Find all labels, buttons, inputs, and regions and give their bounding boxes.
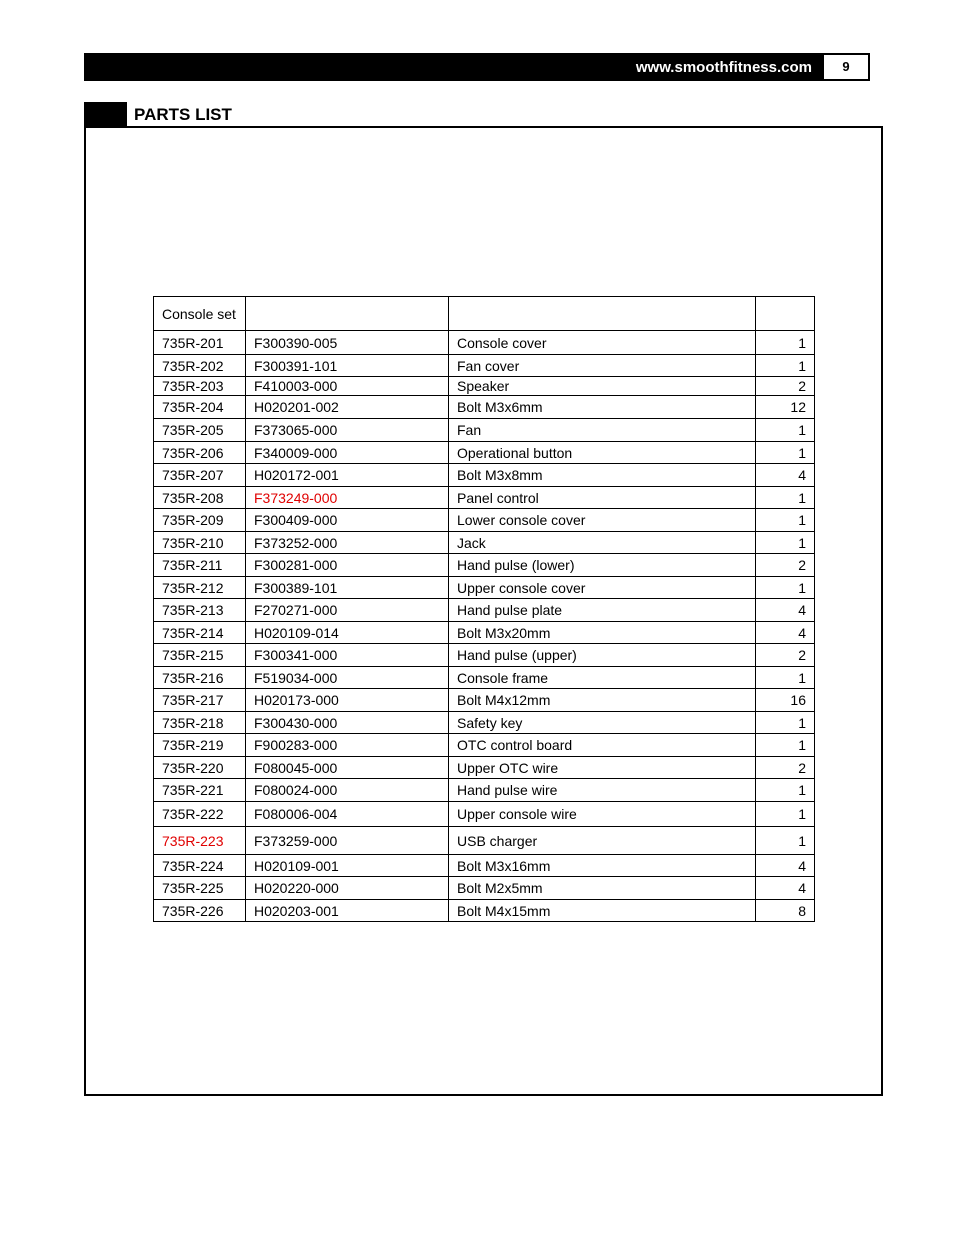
table-row bbox=[154, 599, 815, 622]
table-row bbox=[154, 802, 815, 827]
cell-ref: 735R-212 bbox=[154, 577, 246, 599]
cell-ref: 735R-205 bbox=[154, 419, 246, 442]
cell-part: H020172-001 bbox=[246, 464, 449, 487]
cell-qty: 1 bbox=[756, 734, 815, 757]
cell-part: F080006-004 bbox=[246, 802, 449, 827]
cell-qty: 12 bbox=[756, 396, 815, 419]
cell-part: H020220-000 bbox=[246, 877, 449, 900]
page-number: 9 bbox=[822, 55, 868, 79]
cell-part: F373252-000 bbox=[246, 532, 449, 554]
cell-qty: 2 bbox=[756, 554, 815, 577]
table-row bbox=[154, 622, 815, 644]
cell-ref: 735R-225 bbox=[154, 877, 246, 900]
cell-desc: Bolt M4x12mm bbox=[449, 689, 756, 712]
table-header-row bbox=[154, 297, 815, 331]
cell-ref: 735R-209 bbox=[154, 509, 246, 532]
cell-part: H020201-002 bbox=[246, 396, 449, 419]
cell-part: F410003-000 bbox=[246, 377, 449, 396]
cell-qty: 1 bbox=[756, 532, 815, 554]
table-row bbox=[154, 577, 815, 599]
cell-desc: Bolt M3x6mm bbox=[449, 396, 756, 419]
cell-part: F300389-101 bbox=[246, 577, 449, 599]
cell-ref: 735R-204 bbox=[154, 396, 246, 419]
cell-desc: Upper OTC wire bbox=[449, 757, 756, 779]
cell-ref: 735R-219 bbox=[154, 734, 246, 757]
header-cell bbox=[756, 297, 815, 331]
cell-qty: 1 bbox=[756, 509, 815, 532]
cell-qty: 4 bbox=[756, 599, 815, 622]
cell-ref: 735R-216 bbox=[154, 667, 246, 689]
table-row bbox=[154, 554, 815, 577]
cell-ref: 735R-226 bbox=[154, 900, 246, 922]
table-row bbox=[154, 331, 815, 355]
header-cell bbox=[246, 297, 449, 331]
table-row bbox=[154, 487, 815, 509]
cell-qty: 2 bbox=[756, 644, 815, 667]
cell-qty: 4 bbox=[756, 877, 815, 900]
cell-ref: 735R-210 bbox=[154, 532, 246, 554]
cell-part: F340009-000 bbox=[246, 442, 449, 464]
cell-part: F300409-000 bbox=[246, 509, 449, 532]
cell-desc: Hand pulse plate bbox=[449, 599, 756, 622]
cell-ref: 735R-211 bbox=[154, 554, 246, 577]
cell-desc: USB charger bbox=[449, 827, 756, 855]
cell-qty: 1 bbox=[756, 331, 815, 355]
table-row bbox=[154, 877, 815, 900]
cell-ref: 735R-215 bbox=[154, 644, 246, 667]
cell-ref: 735R-206 bbox=[154, 442, 246, 464]
cell-qty: 8 bbox=[756, 900, 815, 922]
table-row bbox=[154, 900, 815, 922]
cell-qty: 1 bbox=[756, 667, 815, 689]
section-title: PARTS LIST bbox=[134, 105, 232, 124]
cell-qty: 1 bbox=[756, 419, 815, 442]
table-row bbox=[154, 377, 815, 396]
section-marker bbox=[84, 102, 127, 126]
cell-part: F519034-000 bbox=[246, 667, 449, 689]
cell-desc: Bolt M2x5mm bbox=[449, 877, 756, 900]
cell-desc: Operational button bbox=[449, 442, 756, 464]
cell-ref: 735R-218 bbox=[154, 712, 246, 734]
cell-ref: 735R-202 bbox=[154, 355, 246, 377]
cell-qty: 1 bbox=[756, 442, 815, 464]
cell-desc: Upper console cover bbox=[449, 577, 756, 599]
cell-part: F373065-000 bbox=[246, 419, 449, 442]
cell-desc: Bolt M3x16mm bbox=[449, 855, 756, 877]
cell-desc: Console cover bbox=[449, 331, 756, 355]
table-row bbox=[154, 779, 815, 802]
cell-desc: OTC control board bbox=[449, 734, 756, 757]
cell-desc: Hand pulse wire bbox=[449, 779, 756, 802]
cell-desc: Hand pulse (lower) bbox=[449, 554, 756, 577]
cell-qty: 1 bbox=[756, 487, 815, 509]
cell-part: F300391-101 bbox=[246, 355, 449, 377]
cell-desc: Console frame bbox=[449, 667, 756, 689]
cell-desc: Jack bbox=[449, 532, 756, 554]
cell-desc: Speaker bbox=[449, 377, 756, 396]
cell-ref: 735R-223 bbox=[154, 827, 246, 855]
cell-part: F270271-000 bbox=[246, 599, 449, 622]
table-row bbox=[154, 355, 815, 377]
cell-qty: 16 bbox=[756, 689, 815, 712]
table-row bbox=[154, 855, 815, 877]
cell-part: F373249-000 bbox=[246, 487, 449, 509]
cell-qty: 1 bbox=[756, 355, 815, 377]
table-row bbox=[154, 532, 815, 554]
cell-part: F080045-000 bbox=[246, 757, 449, 779]
table-row bbox=[154, 509, 815, 532]
cell-ref: 735R-207 bbox=[154, 464, 246, 487]
table-row bbox=[154, 689, 815, 712]
cell-ref: 735R-203 bbox=[154, 377, 246, 396]
cell-desc: Fan cover bbox=[449, 355, 756, 377]
cell-desc: Bolt M3x8mm bbox=[449, 464, 756, 487]
cell-part: H020203-001 bbox=[246, 900, 449, 922]
table-row bbox=[154, 827, 815, 855]
cell-qty: 1 bbox=[756, 577, 815, 599]
table-row bbox=[154, 442, 815, 464]
cell-qty: 4 bbox=[756, 464, 815, 487]
cell-desc: Fan bbox=[449, 419, 756, 442]
cell-ref: 735R-213 bbox=[154, 599, 246, 622]
header-cell bbox=[449, 297, 756, 331]
cell-desc: Panel control bbox=[449, 487, 756, 509]
cell-desc: Bolt M4x15mm bbox=[449, 900, 756, 922]
cell-qty: 4 bbox=[756, 855, 815, 877]
table-row bbox=[154, 757, 815, 779]
header-bar bbox=[84, 53, 870, 81]
cell-qty: 1 bbox=[756, 802, 815, 827]
cell-part: F300390-005 bbox=[246, 331, 449, 355]
cell-part: F300341-000 bbox=[246, 644, 449, 667]
cell-ref: 735R-217 bbox=[154, 689, 246, 712]
cell-part: F373259-000 bbox=[246, 827, 449, 855]
cell-ref: 735R-220 bbox=[154, 757, 246, 779]
cell-desc: Safety key bbox=[449, 712, 756, 734]
cell-qty: 1 bbox=[756, 712, 815, 734]
cell-desc: Lower console cover bbox=[449, 509, 756, 532]
cell-desc: Bolt M3x20mm bbox=[449, 622, 756, 644]
cell-qty: 2 bbox=[756, 377, 815, 396]
cell-ref: 735R-221 bbox=[154, 779, 246, 802]
table-row bbox=[154, 419, 815, 442]
table-row bbox=[154, 464, 815, 487]
cell-ref: 735R-201 bbox=[154, 331, 246, 355]
cell-part: H020173-000 bbox=[246, 689, 449, 712]
cell-qty: 1 bbox=[756, 827, 815, 855]
cell-desc: Hand pulse (upper) bbox=[449, 644, 756, 667]
cell-ref: 735R-208 bbox=[154, 487, 246, 509]
cell-desc: Upper console wire bbox=[449, 802, 756, 827]
cell-part: F080024-000 bbox=[246, 779, 449, 802]
cell-ref: 735R-214 bbox=[154, 622, 246, 644]
site-url: www.smoothfitness.com bbox=[635, 59, 812, 76]
cell-qty: 4 bbox=[756, 622, 815, 644]
cell-part: F300430-000 bbox=[246, 712, 449, 734]
cell-part: H020109-014 bbox=[246, 622, 449, 644]
cell-part: F900283-000 bbox=[246, 734, 449, 757]
parts-table bbox=[153, 296, 815, 922]
cell-ref: 735R-224 bbox=[154, 855, 246, 877]
cell-ref: 735R-222 bbox=[154, 802, 246, 827]
table-row bbox=[154, 712, 815, 734]
table-row bbox=[154, 667, 815, 689]
cell-part: F300281-000 bbox=[246, 554, 449, 577]
table-row bbox=[154, 396, 815, 419]
cell-qty: 1 bbox=[756, 779, 815, 802]
table-row bbox=[154, 644, 815, 667]
cell-qty: 2 bbox=[756, 757, 815, 779]
header-cell: Console set bbox=[154, 297, 246, 331]
table-row bbox=[154, 734, 815, 757]
cell-part: H020109-001 bbox=[246, 855, 449, 877]
